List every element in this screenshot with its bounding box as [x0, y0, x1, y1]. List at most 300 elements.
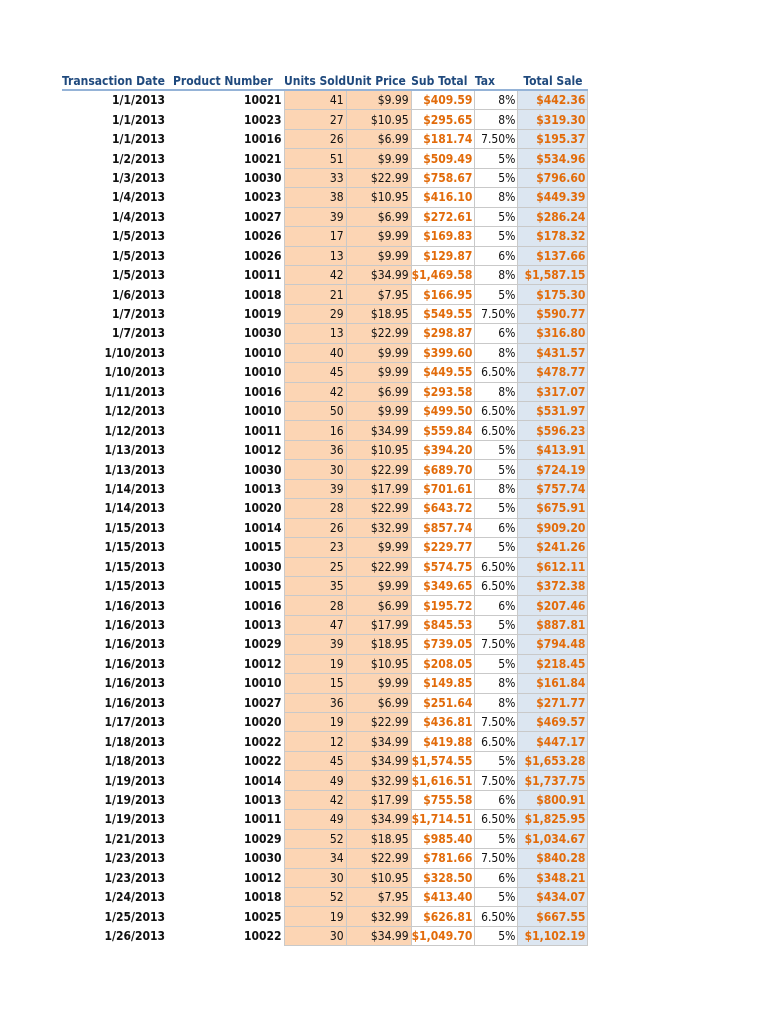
cell-product-number[interactable]: 10023	[243, 190, 282, 205]
cell-units-sold[interactable]: 19	[284, 907, 346, 926]
cell-transaction-date[interactable]: 1/10/2013	[104, 365, 165, 380]
cell-unit-price[interactable]: $9.99	[346, 576, 411, 595]
cell-product-number[interactable]: 10015	[243, 540, 282, 555]
cell-product-number[interactable]: 10013	[243, 792, 282, 807]
cell-sub-total[interactable]: $1,714.51	[411, 810, 475, 829]
cell-transaction-date[interactable]: 1/17/2013	[104, 715, 165, 730]
cell-units-sold[interactable]: 26	[284, 129, 346, 148]
cell-total-sale[interactable]: $1,587.15	[518, 265, 588, 284]
cell-total-sale[interactable]: $675.91	[518, 499, 588, 518]
cell-transaction-date[interactable]: 1/5/2013	[112, 268, 165, 283]
cell-transaction-date[interactable]: 1/4/2013	[112, 190, 165, 205]
cell-total-sale[interactable]: $372.38	[518, 576, 588, 595]
cell-total-sale[interactable]: $596.23	[518, 421, 588, 440]
cell-total-sale[interactable]: $887.81	[518, 615, 588, 634]
cell-tax[interactable]: 6%	[475, 246, 518, 265]
cell-unit-price[interactable]: $22.99	[346, 324, 411, 343]
cell-units-sold[interactable]: 45	[284, 751, 346, 770]
cell-sub-total[interactable]: $1,049.70	[411, 926, 475, 945]
cell-sub-total[interactable]: $349.65	[411, 576, 475, 595]
cell-product-number[interactable]: 10011	[243, 423, 282, 438]
cell-transaction-date[interactable]: 1/15/2013	[104, 520, 165, 535]
cell-transaction-date[interactable]: 1/15/2013	[104, 540, 165, 555]
cell-product-number[interactable]: 10022	[243, 734, 282, 749]
cell-tax[interactable]: 6.50%	[475, 907, 518, 926]
cell-tax[interactable]: 5%	[475, 926, 518, 945]
cell-sub-total[interactable]: $701.61	[411, 479, 475, 498]
cell-unit-price[interactable]: $34.99	[346, 732, 411, 751]
cell-total-sale[interactable]: $271.77	[518, 693, 588, 712]
cell-tax[interactable]: 5%	[475, 440, 518, 459]
cell-units-sold[interactable]: 38	[284, 188, 346, 207]
cell-units-sold[interactable]: 50	[284, 402, 346, 421]
cell-tax[interactable]: 8%	[475, 479, 518, 498]
cell-sub-total[interactable]: $149.85	[411, 674, 475, 693]
cell-unit-price[interactable]: $34.99	[346, 265, 411, 284]
cell-total-sale[interactable]: $531.97	[518, 402, 588, 421]
cell-transaction-date[interactable]: 1/16/2013	[104, 637, 165, 652]
cell-unit-price[interactable]: $18.95	[346, 304, 411, 323]
cell-tax[interactable]: 6%	[475, 324, 518, 343]
cell-tax[interactable]: 6%	[475, 596, 518, 615]
cell-unit-price[interactable]: $22.99	[346, 460, 411, 479]
cell-unit-price[interactable]: $17.99	[346, 790, 411, 809]
cell-units-sold[interactable]: 51	[284, 149, 346, 168]
cell-total-sale[interactable]: $800.91	[518, 790, 588, 809]
cell-units-sold[interactable]: 45	[284, 363, 346, 382]
cell-total-sale[interactable]: $178.32	[518, 227, 588, 246]
cell-units-sold[interactable]: 52	[284, 887, 346, 906]
cell-units-sold[interactable]: 39	[284, 479, 346, 498]
cell-total-sale[interactable]: $286.24	[518, 207, 588, 226]
cell-transaction-date[interactable]: 1/24/2013	[104, 890, 165, 905]
cell-unit-price[interactable]: $32.99	[346, 907, 411, 926]
cell-tax[interactable]: 5%	[475, 227, 518, 246]
cell-product-number[interactable]: 10019	[243, 307, 282, 322]
cell-total-sale[interactable]: $413.91	[518, 440, 588, 459]
cell-sub-total[interactable]: $449.55	[411, 363, 475, 382]
cell-transaction-date[interactable]: 1/4/2013	[112, 209, 165, 224]
cell-total-sale[interactable]: $195.37	[518, 129, 588, 148]
cell-total-sale[interactable]: $1,653.28	[518, 751, 588, 770]
cell-tax[interactable]: 8%	[475, 382, 518, 401]
header-tax[interactable]: Tax	[475, 72, 518, 90]
cell-units-sold[interactable]: 17	[284, 227, 346, 246]
cell-unit-price[interactable]: $18.95	[346, 635, 411, 654]
cell-total-sale[interactable]: $1,102.19	[518, 926, 588, 945]
cell-transaction-date[interactable]: 1/1/2013	[112, 112, 165, 127]
cell-total-sale[interactable]: $316.80	[518, 324, 588, 343]
cell-sub-total[interactable]: $419.88	[411, 732, 475, 751]
cell-tax[interactable]: 6.50%	[475, 363, 518, 382]
cell-sub-total[interactable]: $328.50	[411, 868, 475, 887]
cell-total-sale[interactable]: $612.11	[518, 557, 588, 576]
cell-tax[interactable]: 5%	[475, 654, 518, 673]
cell-product-number[interactable]: 10014	[243, 520, 282, 535]
cell-tax[interactable]: 5%	[475, 887, 518, 906]
cell-transaction-date[interactable]: 1/7/2013	[112, 307, 165, 322]
cell-units-sold[interactable]: 15	[284, 674, 346, 693]
cell-unit-price[interactable]: $32.99	[346, 771, 411, 790]
cell-units-sold[interactable]: 19	[284, 713, 346, 732]
cell-product-number[interactable]: 10010	[243, 404, 282, 419]
cell-total-sale[interactable]: $447.17	[518, 732, 588, 751]
cell-units-sold[interactable]: 35	[284, 576, 346, 595]
cell-transaction-date[interactable]: 1/18/2013	[104, 734, 165, 749]
cell-unit-price[interactable]: $6.99	[346, 129, 411, 148]
cell-total-sale[interactable]: $449.39	[518, 188, 588, 207]
cell-tax[interactable]: 8%	[475, 674, 518, 693]
cell-total-sale[interactable]: $724.19	[518, 460, 588, 479]
cell-units-sold[interactable]: 29	[284, 304, 346, 323]
cell-sub-total[interactable]: $499.50	[411, 402, 475, 421]
cell-transaction-date[interactable]: 1/10/2013	[104, 345, 165, 360]
cell-total-sale[interactable]: $137.66	[518, 246, 588, 265]
cell-total-sale[interactable]: $534.96	[518, 149, 588, 168]
cell-sub-total[interactable]: $251.64	[411, 693, 475, 712]
cell-unit-price[interactable]: $7.95	[346, 887, 411, 906]
cell-tax[interactable]: 5%	[475, 149, 518, 168]
cell-total-sale[interactable]: $317.07	[518, 382, 588, 401]
cell-unit-price[interactable]: $6.99	[346, 382, 411, 401]
cell-product-number[interactable]: 10013	[243, 618, 282, 633]
cell-unit-price[interactable]: $9.99	[346, 343, 411, 362]
cell-unit-price[interactable]: $17.99	[346, 479, 411, 498]
cell-tax[interactable]: 6.50%	[475, 557, 518, 576]
cell-sub-total[interactable]: $1,574.55	[411, 751, 475, 770]
header-product-number[interactable]: Product Number	[173, 72, 284, 90]
cell-product-number[interactable]: 10021	[243, 151, 282, 166]
cell-product-number[interactable]: 10010	[243, 676, 282, 691]
cell-sub-total[interactable]: $1,469.58	[411, 265, 475, 284]
cell-product-number[interactable]: 10016	[243, 132, 282, 147]
cell-units-sold[interactable]: 34	[284, 849, 346, 868]
cell-total-sale[interactable]: $434.07	[518, 887, 588, 906]
cell-transaction-date[interactable]: 1/6/2013	[112, 287, 165, 302]
header-sub-total[interactable]: Sub Total	[411, 72, 475, 90]
cell-total-sale[interactable]: $1,825.95	[518, 810, 588, 829]
cell-total-sale[interactable]: $469.57	[518, 713, 588, 732]
cell-sub-total[interactable]: $272.61	[411, 207, 475, 226]
cell-total-sale[interactable]: $175.30	[518, 285, 588, 304]
cell-units-sold[interactable]: 16	[284, 421, 346, 440]
cell-total-sale[interactable]: $319.30	[518, 110, 588, 129]
cell-sub-total[interactable]: $166.95	[411, 285, 475, 304]
cell-transaction-date[interactable]: 1/13/2013	[104, 462, 165, 477]
cell-sub-total[interactable]: $626.81	[411, 907, 475, 926]
cell-total-sale[interactable]: $840.28	[518, 849, 588, 868]
cell-sub-total[interactable]: $409.59	[411, 90, 475, 110]
header-unit-price[interactable]: Unit Price	[346, 72, 411, 90]
cell-units-sold[interactable]: 39	[284, 635, 346, 654]
cell-product-number[interactable]: 10027	[243, 695, 282, 710]
cell-tax[interactable]: 5%	[475, 285, 518, 304]
cell-unit-price[interactable]: $9.99	[346, 149, 411, 168]
cell-sub-total[interactable]: $129.87	[411, 246, 475, 265]
cell-units-sold[interactable]: 13	[284, 324, 346, 343]
cell-sub-total[interactable]: $574.75	[411, 557, 475, 576]
cell-product-number[interactable]: 10011	[243, 812, 282, 827]
cell-units-sold[interactable]: 36	[284, 440, 346, 459]
cell-sub-total[interactable]: $436.81	[411, 713, 475, 732]
cell-unit-price[interactable]: $10.95	[346, 440, 411, 459]
cell-unit-price[interactable]: $9.99	[346, 402, 411, 421]
cell-total-sale[interactable]: $161.84	[518, 674, 588, 693]
cell-sub-total[interactable]: $845.53	[411, 615, 475, 634]
cell-units-sold[interactable]: 28	[284, 499, 346, 518]
cell-sub-total[interactable]: $208.05	[411, 654, 475, 673]
cell-product-number[interactable]: 10018	[243, 890, 282, 905]
cell-product-number[interactable]: 10025	[243, 909, 282, 924]
cell-tax[interactable]: 7.50%	[475, 129, 518, 148]
cell-product-number[interactable]: 10023	[243, 112, 282, 127]
cell-product-number[interactable]: 10021	[243, 93, 282, 108]
cell-unit-price[interactable]: $9.99	[346, 246, 411, 265]
cell-total-sale[interactable]: $478.77	[518, 363, 588, 382]
cell-tax[interactable]: 8%	[475, 693, 518, 712]
cell-transaction-date[interactable]: 1/26/2013	[104, 929, 165, 944]
cell-total-sale[interactable]: $794.48	[518, 635, 588, 654]
cell-sub-total[interactable]: $559.84	[411, 421, 475, 440]
cell-product-number[interactable]: 10020	[243, 501, 282, 516]
cell-unit-price[interactable]: $22.99	[346, 499, 411, 518]
cell-unit-price[interactable]: $9.99	[346, 363, 411, 382]
cell-total-sale[interactable]: $590.77	[518, 304, 588, 323]
cell-transaction-date[interactable]: 1/15/2013	[104, 559, 165, 574]
cell-sub-total[interactable]: $857.74	[411, 518, 475, 537]
cell-tax[interactable]: 6.50%	[475, 576, 518, 595]
cell-tax[interactable]: 7.50%	[475, 635, 518, 654]
cell-units-sold[interactable]: 39	[284, 207, 346, 226]
cell-sub-total[interactable]: $416.10	[411, 188, 475, 207]
cell-unit-price[interactable]: $34.99	[346, 751, 411, 770]
cell-sub-total[interactable]: $755.58	[411, 790, 475, 809]
cell-tax[interactable]: 5%	[475, 751, 518, 770]
cell-product-number[interactable]: 10022	[243, 754, 282, 769]
cell-transaction-date[interactable]: 1/18/2013	[104, 754, 165, 769]
cell-transaction-date[interactable]: 1/14/2013	[104, 481, 165, 496]
cell-unit-price[interactable]: $18.95	[346, 829, 411, 848]
cell-transaction-date[interactable]: 1/11/2013	[104, 384, 165, 399]
cell-units-sold[interactable]: 26	[284, 518, 346, 537]
cell-tax[interactable]: 8%	[475, 110, 518, 129]
cell-unit-price[interactable]: $9.99	[346, 674, 411, 693]
cell-unit-price[interactable]: $22.99	[346, 557, 411, 576]
cell-sub-total[interactable]: $549.55	[411, 304, 475, 323]
cell-tax[interactable]: 7.50%	[475, 713, 518, 732]
cell-transaction-date[interactable]: 1/1/2013	[112, 132, 165, 147]
cell-unit-price[interactable]: $34.99	[346, 926, 411, 945]
cell-product-number[interactable]: 10030	[243, 326, 282, 341]
cell-sub-total[interactable]: $169.83	[411, 227, 475, 246]
cell-units-sold[interactable]: 42	[284, 790, 346, 809]
cell-total-sale[interactable]: $1,737.75	[518, 771, 588, 790]
cell-transaction-date[interactable]: 1/16/2013	[104, 618, 165, 633]
cell-tax[interactable]: 7.50%	[475, 771, 518, 790]
header-units-sold[interactable]: Units Sold	[284, 72, 346, 90]
cell-unit-price[interactable]: $32.99	[346, 518, 411, 537]
cell-unit-price[interactable]: $9.99	[346, 227, 411, 246]
cell-units-sold[interactable]: 30	[284, 868, 346, 887]
cell-units-sold[interactable]: 21	[284, 285, 346, 304]
cell-unit-price[interactable]: $10.95	[346, 188, 411, 207]
cell-total-sale[interactable]: $796.60	[518, 168, 588, 187]
cell-product-number[interactable]: 10029	[243, 637, 282, 652]
cell-transaction-date[interactable]: 1/5/2013	[112, 248, 165, 263]
cell-total-sale[interactable]: $442.36	[518, 90, 588, 110]
cell-total-sale[interactable]: $757.74	[518, 479, 588, 498]
cell-unit-price[interactable]: $17.99	[346, 615, 411, 634]
cell-sub-total[interactable]: $509.49	[411, 149, 475, 168]
cell-product-number[interactable]: 10011	[243, 268, 282, 283]
cell-sub-total[interactable]: $229.77	[411, 538, 475, 557]
cell-sub-total[interactable]: $985.40	[411, 829, 475, 848]
cell-product-number[interactable]: 10030	[243, 851, 282, 866]
cell-product-number[interactable]: 10012	[243, 656, 282, 671]
cell-tax[interactable]: 6.50%	[475, 402, 518, 421]
cell-transaction-date[interactable]: 1/2/2013	[112, 151, 165, 166]
cell-transaction-date[interactable]: 1/12/2013	[104, 423, 165, 438]
cell-units-sold[interactable]: 52	[284, 829, 346, 848]
cell-unit-price[interactable]: $10.95	[346, 868, 411, 887]
cell-transaction-date[interactable]: 1/7/2013	[112, 326, 165, 341]
cell-tax[interactable]: 7.50%	[475, 304, 518, 323]
cell-sub-total[interactable]: $1,616.51	[411, 771, 475, 790]
cell-product-number[interactable]: 10026	[243, 229, 282, 244]
cell-total-sale[interactable]: $207.46	[518, 596, 588, 615]
cell-units-sold[interactable]: 41	[284, 90, 346, 110]
cell-product-number[interactable]: 10014	[243, 773, 282, 788]
cell-unit-price[interactable]: $7.95	[346, 285, 411, 304]
cell-transaction-date[interactable]: 1/16/2013	[104, 656, 165, 671]
cell-tax[interactable]: 5%	[475, 829, 518, 848]
cell-transaction-date[interactable]: 1/23/2013	[104, 870, 165, 885]
cell-sub-total[interactable]: $195.72	[411, 596, 475, 615]
cell-transaction-date[interactable]: 1/19/2013	[104, 773, 165, 788]
cell-product-number[interactable]: 10020	[243, 715, 282, 730]
cell-transaction-date[interactable]: 1/14/2013	[104, 501, 165, 516]
cell-product-number[interactable]: 10010	[243, 345, 282, 360]
cell-transaction-date[interactable]: 1/3/2013	[112, 170, 165, 185]
cell-tax[interactable]: 6.50%	[475, 732, 518, 751]
cell-unit-price[interactable]: $22.99	[346, 849, 411, 868]
cell-tax[interactable]: 7.50%	[475, 849, 518, 868]
cell-sub-total[interactable]: $758.67	[411, 168, 475, 187]
cell-tax[interactable]: 5%	[475, 460, 518, 479]
cell-units-sold[interactable]: 49	[284, 771, 346, 790]
cell-tax[interactable]: 5%	[475, 538, 518, 557]
cell-unit-price[interactable]: $34.99	[346, 810, 411, 829]
cell-units-sold[interactable]: 30	[284, 460, 346, 479]
cell-units-sold[interactable]: 42	[284, 265, 346, 284]
cell-units-sold[interactable]: 25	[284, 557, 346, 576]
cell-transaction-date[interactable]: 1/16/2013	[104, 598, 165, 613]
cell-unit-price[interactable]: $34.99	[346, 421, 411, 440]
cell-product-number[interactable]: 10026	[243, 248, 282, 263]
cell-product-number[interactable]: 10012	[243, 443, 282, 458]
cell-tax[interactable]: 6.50%	[475, 810, 518, 829]
cell-transaction-date[interactable]: 1/16/2013	[104, 695, 165, 710]
cell-units-sold[interactable]: 13	[284, 246, 346, 265]
cell-product-number[interactable]: 10010	[243, 365, 282, 380]
cell-product-number[interactable]: 10012	[243, 870, 282, 885]
cell-units-sold[interactable]: 47	[284, 615, 346, 634]
cell-total-sale[interactable]: $667.55	[518, 907, 588, 926]
cell-product-number[interactable]: 10027	[243, 209, 282, 224]
cell-tax[interactable]: 8%	[475, 188, 518, 207]
cell-product-number[interactable]: 10029	[243, 831, 282, 846]
cell-sub-total[interactable]: $394.20	[411, 440, 475, 459]
cell-product-number[interactable]: 10030	[243, 559, 282, 574]
cell-tax[interactable]: 6%	[475, 790, 518, 809]
cell-total-sale[interactable]: $909.20	[518, 518, 588, 537]
cell-transaction-date[interactable]: 1/12/2013	[104, 404, 165, 419]
cell-units-sold[interactable]: 28	[284, 596, 346, 615]
cell-sub-total[interactable]: $739.05	[411, 635, 475, 654]
cell-total-sale[interactable]: $431.57	[518, 343, 588, 362]
cell-tax[interactable]: 5%	[475, 168, 518, 187]
cell-unit-price[interactable]: $9.99	[346, 538, 411, 557]
cell-tax[interactable]: 5%	[475, 207, 518, 226]
cell-units-sold[interactable]: 40	[284, 343, 346, 362]
cell-tax[interactable]: 6%	[475, 868, 518, 887]
cell-transaction-date[interactable]: 1/13/2013	[104, 443, 165, 458]
cell-unit-price[interactable]: $22.99	[346, 168, 411, 187]
cell-sub-total[interactable]: $293.58	[411, 382, 475, 401]
cell-units-sold[interactable]: 19	[284, 654, 346, 673]
cell-units-sold[interactable]: 27	[284, 110, 346, 129]
cell-unit-price[interactable]: $6.99	[346, 693, 411, 712]
cell-unit-price[interactable]: $10.95	[346, 654, 411, 673]
cell-transaction-date[interactable]: 1/19/2013	[104, 792, 165, 807]
cell-transaction-date[interactable]: 1/23/2013	[104, 851, 165, 866]
cell-total-sale[interactable]: $218.45	[518, 654, 588, 673]
cell-product-number[interactable]: 10030	[243, 170, 282, 185]
cell-units-sold[interactable]: 23	[284, 538, 346, 557]
cell-product-number[interactable]: 10030	[243, 462, 282, 477]
cell-sub-total[interactable]: $643.72	[411, 499, 475, 518]
cell-tax[interactable]: 5%	[475, 499, 518, 518]
header-transaction-date[interactable]: Transaction Date	[62, 72, 173, 90]
cell-sub-total[interactable]: $295.65	[411, 110, 475, 129]
cell-transaction-date[interactable]: 1/1/2013	[112, 93, 165, 108]
cell-total-sale[interactable]: $348.21	[518, 868, 588, 887]
cell-product-number[interactable]: 10013	[243, 481, 282, 496]
cell-unit-price[interactable]: $22.99	[346, 713, 411, 732]
cell-product-number[interactable]: 10016	[243, 384, 282, 399]
cell-units-sold[interactable]: 33	[284, 168, 346, 187]
cell-total-sale[interactable]: $241.26	[518, 538, 588, 557]
cell-unit-price[interactable]: $6.99	[346, 207, 411, 226]
cell-unit-price[interactable]: $9.99	[346, 90, 411, 110]
cell-transaction-date[interactable]: 1/15/2013	[104, 579, 165, 594]
cell-sub-total[interactable]: $689.70	[411, 460, 475, 479]
cell-product-number[interactable]: 10022	[243, 929, 282, 944]
cell-product-number[interactable]: 10018	[243, 287, 282, 302]
cell-sub-total[interactable]: $181.74	[411, 129, 475, 148]
cell-unit-price[interactable]: $10.95	[346, 110, 411, 129]
header-total-sale[interactable]: Total Sale	[518, 72, 588, 90]
cell-tax[interactable]: 6.50%	[475, 421, 518, 440]
cell-transaction-date[interactable]: 1/19/2013	[104, 812, 165, 827]
cell-unit-price[interactable]: $6.99	[346, 596, 411, 615]
cell-sub-total[interactable]: $399.60	[411, 343, 475, 362]
cell-product-number[interactable]: 10016	[243, 598, 282, 613]
cell-transaction-date[interactable]: 1/25/2013	[104, 909, 165, 924]
cell-units-sold[interactable]: 12	[284, 732, 346, 751]
cell-sub-total[interactable]: $298.87	[411, 324, 475, 343]
cell-tax[interactable]: 8%	[475, 343, 518, 362]
